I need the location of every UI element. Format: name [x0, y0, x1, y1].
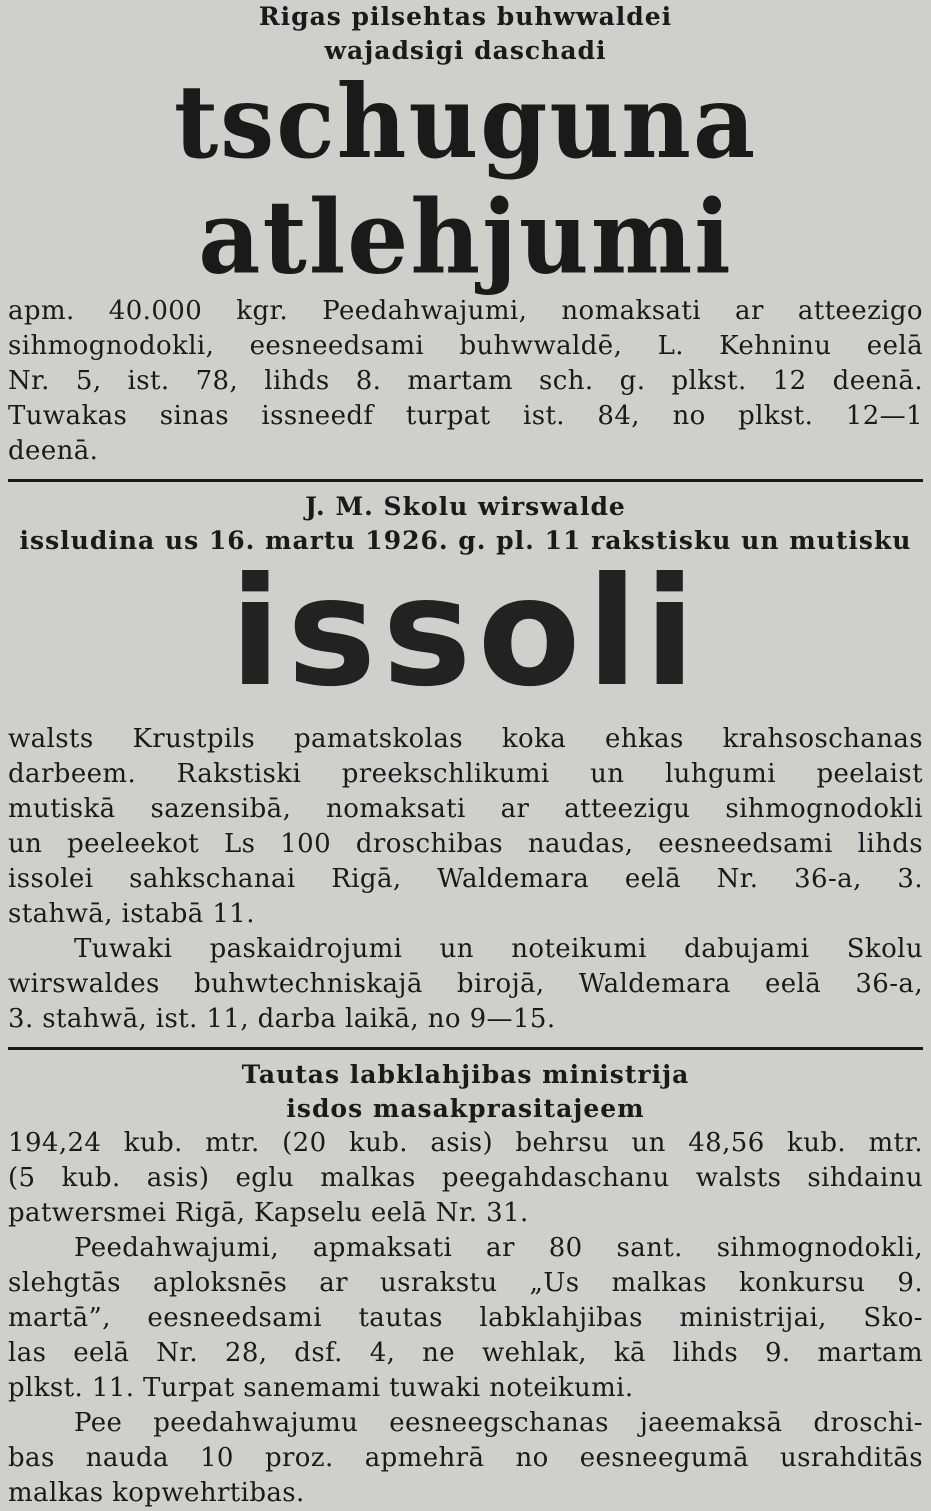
ad3-line: Pee peedahwajumu eesneegschanas jaeemaksā droschi-	[74, 1408, 923, 1438]
ad1-line: sihmognodokli, eesneedsami buhwwaldē, L. Kehninu eelā	[8, 331, 923, 361]
ad3-line: martā”, eesneedsami tautas labklahjibas ministrijai, Sko-	[8, 1303, 923, 1333]
ad3-para2	[8, 1231, 923, 1406]
ad2-line: wirswaldes buhwtechniskajā birojā, Waldemara eelā 36-a,	[8, 969, 923, 999]
ad3-line: (5 kub. asis) eglu malkas peegahdaschanu walsts sihdainu	[8, 1163, 923, 1193]
ad2-line: Tuwaki paskaidrojumi un noteikumi dabujami Skolu	[74, 934, 923, 964]
divider-rule	[8, 1047, 923, 1050]
ad2-header-line2: issludina us 16. martu 1926. g. pl. 11 rakstisku un mutisku	[19, 526, 912, 555]
ad2-line: issolei sahkschanai Rigā, Waldemara eelā Nr. 36-a, 3.	[8, 864, 923, 894]
ad2-line: stahwā, istabā 11.	[8, 899, 255, 929]
ad3-para3	[8, 1406, 923, 1511]
ad1-line: Tuwakas sinas issneedf turpat ist. 84, no plkst. 12—1	[8, 401, 923, 431]
ad-cast-iron	[8, 0, 923, 469]
ad-school-auction	[8, 490, 923, 1037]
ad1-title: tschuguna atlehjumi	[173, 62, 758, 297]
ad3-line: las eelā Nr. 28, dsf. 4, ne wehlak, kā lihds 9. martam	[8, 1338, 923, 1368]
ad3-header-line2: isdos masakprasitajeem	[286, 1094, 645, 1123]
ad2-para1	[8, 722, 923, 932]
ad3-line: slehgtās aploksnēs ar usrakstu „Us malkas konkursu 9.	[8, 1268, 923, 1298]
ad1-line: apm. 40.000 kgr. Peedahwajumi, nomaksati ar atteezigo	[8, 296, 923, 326]
divider-rule	[8, 479, 923, 482]
ad1-line: Nr. 5, ist. 78, lihds 8. martam sch. g. plkst. 12 deenā.	[8, 366, 923, 396]
ad3-line: patwersmei Rigā, Kapselu eelā Nr. 31.	[8, 1198, 529, 1228]
ad3-para1	[8, 1126, 923, 1231]
ad2-header-line1: J. M. Skolu wirswalde	[305, 492, 626, 521]
ad2-line: walsts Krustpils pamatskolas koka ehkas krahsoschanas	[8, 724, 923, 754]
ad1-header-line1: Rigas pilsehtas buhwwaldei	[258, 2, 673, 31]
ad1-header-line2: wajadsigi daschadi	[324, 36, 607, 65]
ad2-line: darbeem. Rakstiski preekschlikumi un luhgumi peelaist	[8, 759, 923, 789]
ad2-line: un peeleekot Ls 100 droschibas naudas, eesneedsami lihds	[8, 829, 923, 859]
ad2-para2	[8, 932, 923, 1037]
ad2-line: 3. stahwā, ist. 11, darba laikā, no 9—15.	[8, 1004, 556, 1034]
ad2-line: mutiskā sazensibā, nomaksati ar atteezigu sihmognodokli	[8, 794, 923, 824]
ad-ministry-firewood	[8, 1058, 923, 1511]
ad2-title: issoli	[229, 546, 702, 720]
ad3-line: bas nauda 10 proz. apmehrā no eesneegumā usrahditās	[8, 1443, 923, 1473]
ad1-body	[8, 294, 923, 469]
ad1-line: deenā.	[8, 436, 99, 466]
ad3-line: plkst. 11. Turpat sanemami tuwaki noteikumi.	[8, 1373, 634, 1403]
ad3-line: malkas kopwehrtibas.	[8, 1478, 305, 1508]
ad3-header-line1: Tautas labklahjibas ministrija	[241, 1060, 690, 1089]
ad3-line: Peedahwajumi, apmaksati ar 80 sant. sihmognodokli,	[74, 1233, 923, 1263]
ad3-line: 194,24 kub. mtr. (20 kub. asis) behrsu un 48,56 kub. mtr.	[8, 1128, 923, 1158]
